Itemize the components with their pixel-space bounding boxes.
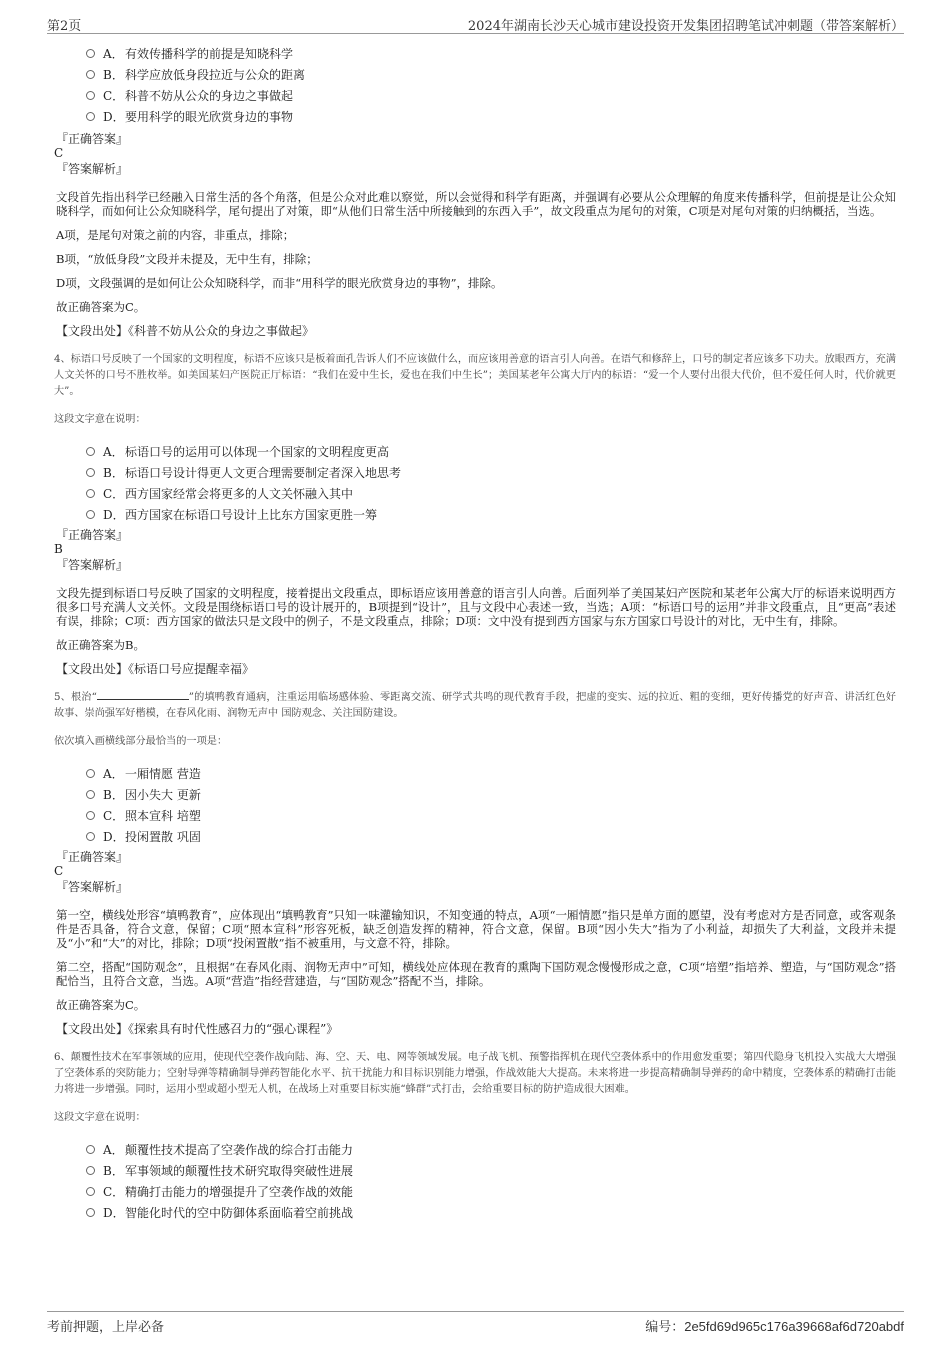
page-number: 第2页 xyxy=(47,19,82,34)
radio-icon[interactable] xyxy=(86,811,95,820)
document-code: 编号：2e5fd69d965c176a39668af6d720abdf xyxy=(645,1319,904,1335)
q3-analysis-1: 文段首先指出科学已经融入日常生活的各个角落，但是公众对此难以察觉，所以会觉得和科学有距离，并强调有必要从公众理解的角度来传播科学，但前提是让公众知晓科学，而如何让公众知晓科学，尾句提出了对策，即“从他们日常生活中所接触到的东西入手”，故文段重点为尾句的对策，C项是对尾句对策的归纳概括，当选。 xyxy=(56,190,896,218)
radio-icon[interactable] xyxy=(86,49,95,58)
q3-analysis-3: B项，“放低身段”文段并未提及，无中生有，排除； xyxy=(56,252,318,266)
radio-icon[interactable] xyxy=(86,1145,95,1154)
q3-option-d[interactable]: D．要用科学的眼光欣赏身边的事物 xyxy=(86,107,896,128)
q5-option-d[interactable]: D．投闲置散 巩固 xyxy=(86,827,896,848)
q4-option-c[interactable]: C．西方国家经常会将更多的人文关怀融入其中 xyxy=(86,484,896,505)
q4-options xyxy=(86,442,896,526)
q5-analysis-1: 第一空，横线处形容“填鸭教育”，应体现出“填鸭教育”只知一味灌输知识，不知变通的特点，A项“一厢情愿”指只是单方面的愿望，没有考虑对方是否同意，或客观条件是否具备，符合文意，保留；C项“照本宣科”形容死板，缺乏创造发挥的精神，符合文意，保留。B项“因小失大”指为了小利益，却损失了大利益，文段并未提及“小”和“大”的对比，排除；D项“投闲置散”指不被重用，与文意不符，排除。 xyxy=(56,908,896,950)
q4-answer: B xyxy=(54,542,63,556)
q5-option-b[interactable]: B．因小失大 更新 xyxy=(86,785,896,806)
radio-icon[interactable] xyxy=(86,70,95,79)
q6-option-a[interactable]: A．颠覆性技术提高了空袭作战的综合打击能力 xyxy=(86,1140,896,1161)
q4-option-a[interactable]: A．标语口号的运用可以体现一个国家的文明程度更高 xyxy=(86,442,896,463)
q6-option-b[interactable]: B．军事领域的颠覆性技术研究取得突破性进展 xyxy=(86,1161,896,1182)
radio-icon[interactable] xyxy=(86,1208,95,1217)
q3-analysis-4: D项，文段强调的是如何让公众知晓科学，而非“用科学的眼光欣赏身边的事物”，排除。 xyxy=(56,276,503,290)
document-body xyxy=(54,44,896,1224)
q3-analysis-2: A项，是尾句对策之前的内容，非重点，排除； xyxy=(56,228,295,242)
q5-analysis-2: 第二空，搭配“国防观念”，且根据“在春风化雨、润物无声中”可知，横线处应体现在教育的熏陶下国防观念慢慢形成之意，C项“培塑”指培养、塑造，与“国防观念”搭配恰当，且符合文意，当选。A项“营造”指经营建造，与“国防观念”搭配不当，排除。 xyxy=(56,960,896,988)
q4-analysis-2: 故正确答案为B。 xyxy=(56,638,145,652)
q3-option-b[interactable]: B．科学应放低身段拉近与公众的距离 xyxy=(86,65,896,86)
answer-tag: 『正确答案』 xyxy=(56,132,129,146)
q3-options xyxy=(86,44,896,128)
q5-answer: C xyxy=(54,864,64,878)
q4-option-d[interactable]: D．西方国家在标语口号设计上比东方国家更胜一筹 xyxy=(86,505,896,526)
q4-option-b[interactable]: B．标语口号设计得更人文更合理需要制定者深入地思考 xyxy=(86,463,896,484)
radio-icon[interactable] xyxy=(86,468,95,477)
q5-source: 【文段出处】《探索具有时代性感召力的“强心课程”》 xyxy=(56,1022,339,1036)
page-footer xyxy=(47,1311,904,1334)
radio-icon[interactable] xyxy=(86,447,95,456)
q5-stem: 5、根治“ ”的填鸭教育通病，注重运用临场感体验、零距离交流、研学式共鸣的现代教育手段，把虚的变实、远的拉近、粗的变细，更好传播党的好声音、讲活红色好故事、崇尚强军好楷模，在春风化雨、润物无声中 国防观念、关注国防建设。 xyxy=(54,692,896,719)
footer-slogan: 考前押题，上岸必备 xyxy=(47,1320,165,1335)
analysis-tag: 『答案解析』 xyxy=(56,558,129,572)
document-title: 2024年湖南长沙天心城市建设投资开发集团招聘笔试冲刺题（带答案解析） xyxy=(467,19,904,34)
q5-prompt: 依次填入画横线部分最恰当的一项是： xyxy=(54,736,228,747)
radio-icon[interactable] xyxy=(86,1166,95,1175)
q3-analysis-5: 故正确答案为C。 xyxy=(56,300,146,314)
page-header xyxy=(47,13,904,34)
q4-stem: 4、标语口号反映了一个国家的文明程度，标语不应该只是板着面孔告诉人们不应该做什么，而应该用善意的语言引人向善。在语气和修辞上，口号的制定者应该多下功夫。放眼西方，充满人文关怀的口号不胜枚举。如美国某妇产医院正厅标语：“我们在爱中生长，爱也在我们中生长”；美国某老年公寓大厅内的标语：“爱一个人要付出很大代价，但不爱任何人时，代价就更大”。 xyxy=(54,354,896,397)
q5-analysis-3: 故正确答案为C。 xyxy=(56,998,146,1012)
answer-tag: 『正确答案』 xyxy=(56,850,129,864)
fill-blank xyxy=(97,690,189,700)
q6-stem: 6、颠覆性技术在军事领域的应用，使现代空袭作战向陆、海、空、天、电、网等领域发展。电子战飞机、预警指挥机在现代空袭体系中的作用愈发重要；第四代隐身飞机投入实战大大增强了空袭体系的突防能力；空射导弹等精确制导弹药智能化水平、抗干扰能力和目标识别能力增强，作战效能大大提高。未来将进一步提高精确制导弹药的命中精度，空袭体系的精确打击能力将进一步增强。同时，运用小型或超小型无人机，在战场上对重要目标实施“蜂群”式打击，会给重要目标的防护造成很大困难。 xyxy=(54,1052,896,1095)
q4-source: 【文段出处】《标语口号应提醒幸福》 xyxy=(56,662,255,676)
q5-option-c[interactable]: C．照本宣科 培塑 xyxy=(86,806,896,827)
radio-icon[interactable] xyxy=(86,489,95,498)
q6-option-d[interactable]: D．智能化时代的空中防御体系面临着空前挑战 xyxy=(86,1203,896,1224)
q5-options xyxy=(86,764,896,848)
radio-icon[interactable] xyxy=(86,769,95,778)
q4-prompt: 这段文字意在说明： xyxy=(54,414,146,425)
radio-icon[interactable] xyxy=(86,1187,95,1196)
q6-prompt: 这段文字意在说明： xyxy=(54,1112,146,1123)
q6-option-c[interactable]: C．精确打击能力的增强提升了空袭作战的效能 xyxy=(86,1182,896,1203)
answer-tag: 『正确答案』 xyxy=(56,528,129,542)
q6-options xyxy=(86,1140,896,1224)
q3-answer: C xyxy=(54,146,64,160)
radio-icon[interactable] xyxy=(86,112,95,121)
q3-source: 【文段出处】《科普不妨从公众的身边之事做起》 xyxy=(56,324,315,338)
q3-option-c[interactable]: C．科普不妨从公众的身边之事做起 xyxy=(86,86,896,107)
radio-icon[interactable] xyxy=(86,790,95,799)
q3-option-a[interactable]: A．有效传播科学的前提是知晓科学 xyxy=(86,44,896,65)
radio-icon[interactable] xyxy=(86,91,95,100)
radio-icon[interactable] xyxy=(86,832,95,841)
q5-option-a[interactable]: A．一厢情愿 营造 xyxy=(86,764,896,785)
q4-analysis-1: 文段先提到标语口号反映了国家的文明程度，接着提出文段重点，即标语应该用善意的语言引人向善。后面列举了美国某妇产医院和某老年公寓大厅的标语来说明西方很多口号充满人文关怀。文段是围绕标语口号的设计展开的，B项提到“设计”，且与文段中心表述一致，当选；A项：“标语口号的运用”并非文段重点，且“更高”表述有误，排除；C项：西方国家的做法只是文段中的例子，不是文段重点，排除；D项：文中没有提到西方国家与东方国家口号设计的对比，无中生有，排除。 xyxy=(56,586,896,628)
radio-icon[interactable] xyxy=(86,510,95,519)
analysis-tag: 『答案解析』 xyxy=(56,880,129,894)
analysis-tag: 『答案解析』 xyxy=(56,162,129,176)
